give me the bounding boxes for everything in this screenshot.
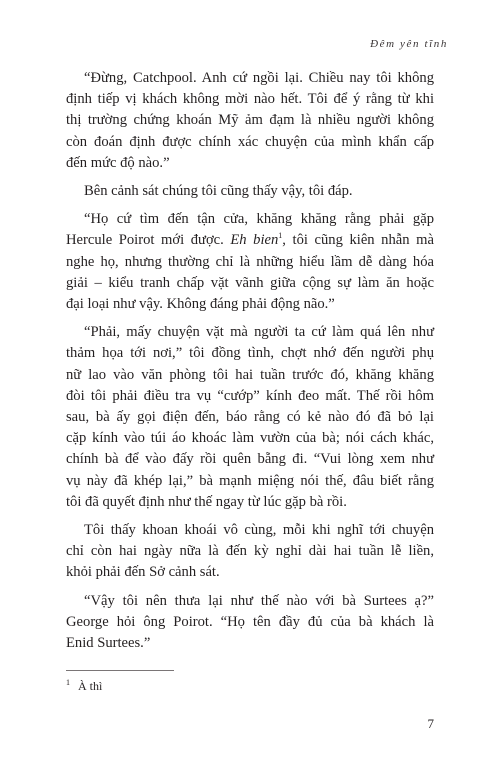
body-text: [66, 68, 434, 661]
paragraph-5: [66, 520, 434, 584]
text-line: cặp kính vào túi áo khoác làm vườn của bà; nói cách khác,: [66, 430, 434, 447]
text-line: chỉ còn hai ngày nữa là đến kỳ nghỉ dài hai tuần lễ liền,: [66, 543, 434, 560]
text-line: sau, bà ấy gọi điện đến, báo rằng có kẻ nào đó đã bỏ lại: [66, 409, 434, 426]
text-line: Bên cảnh sát chúng tôi cũng thấy vậy, tôi đáp.: [84, 183, 353, 200]
text-line: nữ lao vào văn phòng tôi hai tuần trước đó, khăng khăng: [66, 366, 434, 383]
paragraph-2: [66, 181, 434, 202]
text-line: khỏi phải đến Sở cảnh sát.: [66, 564, 220, 581]
paragraph-6: [66, 591, 434, 655]
text-line: “Vậy tôi nên thưa lại như thế nào với bà Surtees ạ?”: [84, 592, 434, 609]
text-line: chính bà để vào đấy rồi quên bẵng đi. “Vui lòng xem như: [66, 451, 434, 468]
text-line: đến mức độ nào.”: [66, 154, 170, 171]
text-line: còn đoán định được chính xác chuyện của mình khẩn cấp: [66, 133, 434, 150]
text-line: Enid Surtees.”: [66, 635, 151, 652]
text-line-with-footnote: [66, 230, 434, 251]
paragraph-4: [66, 322, 434, 513]
paragraph-1: [66, 68, 434, 174]
paragraph-3: [66, 209, 434, 315]
page-number: 7: [427, 716, 434, 731]
text-line: thị trường chứng khoán Mỹ ảm đạm là nhiều người không: [66, 112, 434, 129]
text-line: nghe họ, nhưng thường chỉ là những hiểu lầm dễ dàng hóa: [66, 253, 434, 270]
text-line: “Họ cứ tìm đến tận cửa, khăng khăng rằng phải gặp: [84, 211, 434, 228]
text-line: tôi đã quyết định như thế ngay từ lúc gặp bà rồi.: [66, 493, 347, 510]
footnote-text: À thì: [78, 679, 103, 693]
text-line: “Phải, mấy chuyện vặt mà người ta cứ làm quá lên như: [84, 324, 434, 341]
text-line: đòi tôi phải điều tra vụ “cướp” kính đeo mất. Thế rồi hôm: [66, 387, 434, 404]
text-line: Tôi thấy khoan khoái vô cùng, mỗi khi nghĩ tới chuyện: [84, 522, 434, 539]
text-line: thảm họa tới nơi,” tôi đồng tình, chợt nhớ đến người phụ: [66, 345, 434, 362]
text-line: George hỏi ông Poirot. “Họ tên đầy đủ của bà khách là: [66, 613, 434, 630]
text-line: giải – kiểu tranh chấp vặt vãnh giữa cộng sự làm ăn hoặc: [66, 274, 434, 291]
text-fragment: Hercule Poirot mới được.: [66, 232, 231, 249]
running-head: Đêm yên tĩnh: [370, 38, 448, 50]
text-line: định tiếp vị khách không mời nào hết. Tôi để ý rằng từ khi: [66, 91, 434, 108]
footnote-mark: 1: [66, 678, 70, 687]
text-line: “Đừng, Catchpool. Anh cứ ngồi lại. Chiều nay tôi không: [84, 70, 434, 86]
footnote-ref[interactable]: 1: [278, 231, 283, 241]
footnote: [66, 678, 102, 694]
italic-phrase: Eh bien: [230, 232, 279, 249]
text-fragment: , tôi cũng kiên nhẫn mà: [282, 232, 434, 249]
footnote-divider: [66, 670, 174, 671]
text-line: đại loại như vậy. Không đáng phải động não.”: [66, 296, 335, 313]
text-line: vụ này đã khép lại,” bà mạnh miệng nói thế, đâu biết rằng: [66, 472, 434, 489]
